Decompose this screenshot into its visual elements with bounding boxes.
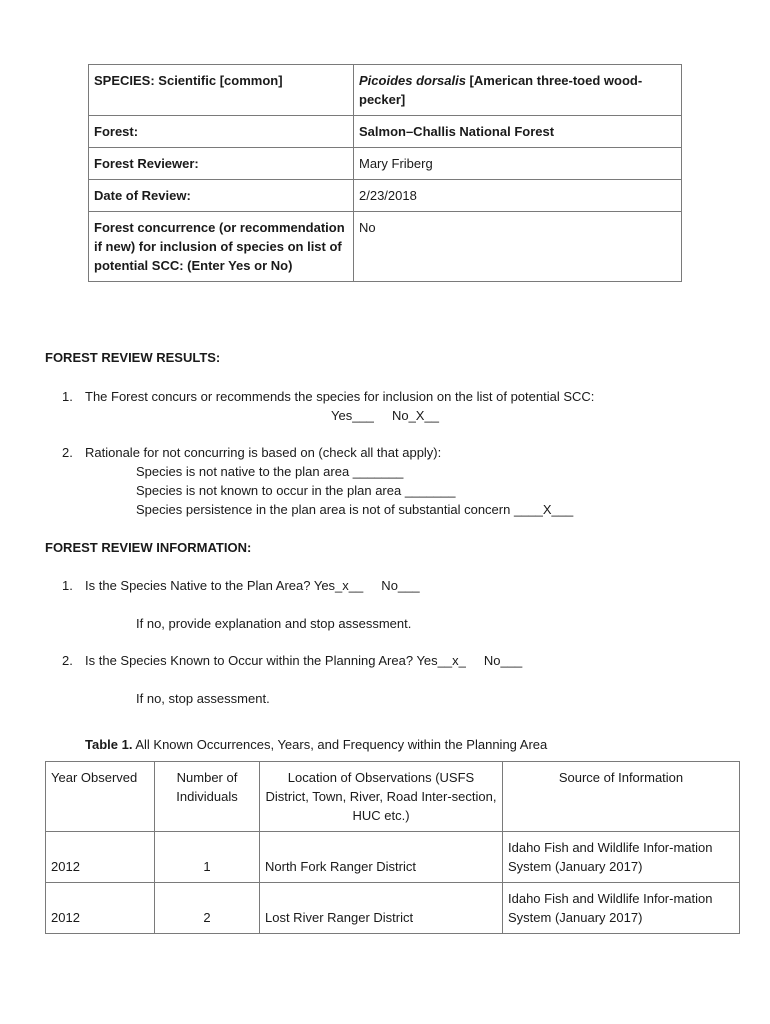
cell-location: Lost River Ranger District bbox=[260, 883, 503, 934]
cell-source: Idaho Fish and Wildlife Infor-mation System (January 2017) bbox=[503, 832, 740, 883]
occurrences-table bbox=[45, 761, 740, 934]
cell-location: North Fork Ranger District bbox=[260, 832, 503, 883]
information-q2-text: Is the Species Known to Occur within the Planning Area? Yes__x_ No___ bbox=[85, 653, 523, 668]
date-label: Date of Review: bbox=[89, 180, 354, 212]
table1-caption-label: Table 1. bbox=[85, 737, 133, 752]
results-item2-number: 2. bbox=[62, 445, 73, 460]
date-value: 2/23/2018 bbox=[354, 180, 682, 212]
column-header-year: Year Observed bbox=[46, 762, 155, 832]
table-row bbox=[89, 148, 682, 180]
forest-value: Salmon–Challis National Forest bbox=[354, 116, 682, 148]
results-heading: FOREST REVIEW RESULTS: bbox=[45, 350, 221, 365]
information-q1-note: If no, provide explanation and stop assessment. bbox=[136, 616, 412, 631]
species-common: [American three-toed wood-pecker] bbox=[359, 73, 643, 107]
information-q2-note: If no, stop assessment. bbox=[136, 691, 270, 706]
rationale-option-not-known: Species is not known to occur in the plan area _______ bbox=[136, 483, 456, 498]
column-header-location: Location of Observations (USFS District, Town, River, Road Inter-section, HUC etc.) bbox=[260, 762, 503, 832]
results-item1-text: The Forest concurs or recommends the species for inclusion on the list of potential SCC: bbox=[85, 389, 595, 404]
table-header-row bbox=[46, 762, 740, 832]
information-heading: FOREST REVIEW INFORMATION: bbox=[45, 540, 252, 555]
table-row bbox=[89, 116, 682, 148]
table-row bbox=[89, 180, 682, 212]
rationale-option-not-native: Species is not native to the plan area _______ bbox=[136, 464, 404, 479]
cell-year: 2012 bbox=[46, 883, 155, 934]
reviewer-value: Mary Friberg bbox=[354, 148, 682, 180]
table1-caption bbox=[85, 735, 547, 754]
species-scientific: Picoides dorsalis bbox=[359, 73, 466, 88]
information-q1-text: Is the Species Native to the Plan Area? Yes_x__ No___ bbox=[85, 578, 420, 593]
column-header-source: Source of Information bbox=[503, 762, 740, 832]
concurrence-label: Forest concurrence (or recommendation if new) for inclusion of species on list of potential SCC: (Enter Yes or No) bbox=[89, 212, 354, 282]
species-label: SPECIES: Scientific [common] bbox=[89, 65, 354, 116]
species-value bbox=[354, 65, 682, 116]
table-row bbox=[89, 65, 682, 116]
results-item1-number: 1. bbox=[62, 389, 73, 404]
cell-year: 2012 bbox=[46, 832, 155, 883]
column-header-number: Number of Individuals bbox=[155, 762, 260, 832]
information-q2-number: 2. bbox=[62, 653, 73, 668]
forest-label: Forest: bbox=[89, 116, 354, 148]
table-row bbox=[46, 883, 740, 934]
rationale-option-persistence: Species persistence in the plan area is not of substantial concern ____X___ bbox=[136, 502, 574, 517]
table-row bbox=[46, 832, 740, 883]
cell-number: 1 bbox=[155, 832, 260, 883]
results-item1-answer: Yes___ No_X__ bbox=[331, 408, 439, 423]
results-item2-text: Rationale for not concurring is based on (check all that apply): bbox=[85, 445, 442, 460]
information-q1-number: 1. bbox=[62, 578, 73, 593]
cell-source: Idaho Fish and Wildlife Infor-mation System (January 2017) bbox=[503, 883, 740, 934]
concurrence-value: No bbox=[354, 212, 682, 282]
table-row bbox=[89, 212, 682, 282]
cell-number: 2 bbox=[155, 883, 260, 934]
reviewer-label: Forest Reviewer: bbox=[89, 148, 354, 180]
table1-caption-text: All Known Occurrences, Years, and Frequency within the Planning Area bbox=[132, 737, 548, 752]
species-review-table bbox=[88, 64, 682, 282]
